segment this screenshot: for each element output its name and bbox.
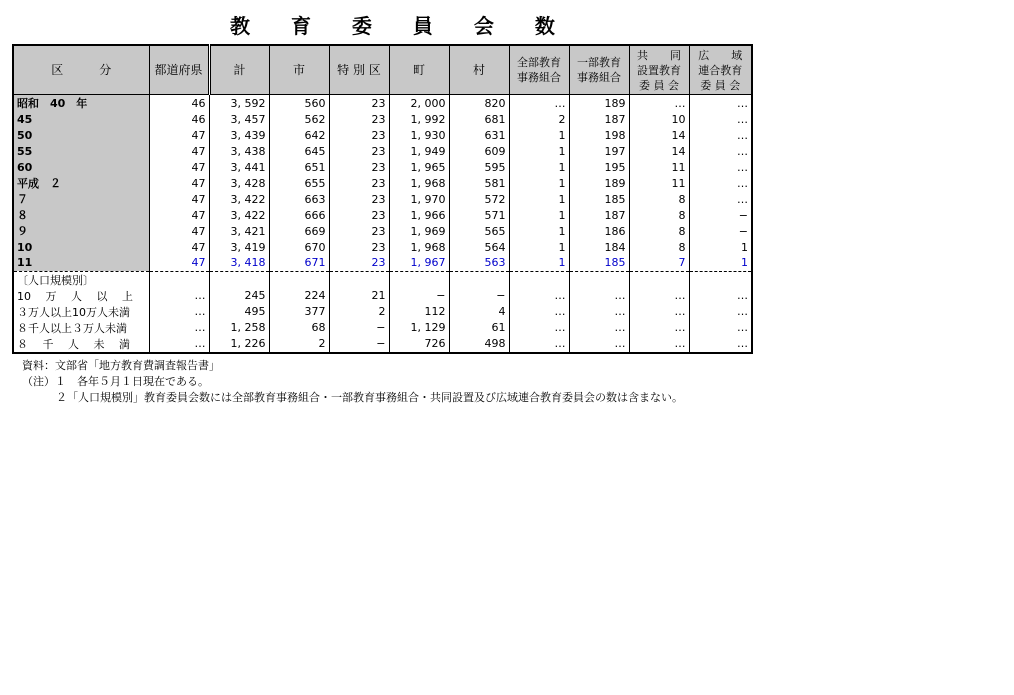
table-row [13, 255, 752, 271]
table-cell: … [509, 336, 569, 353]
table-cell: … [569, 304, 629, 320]
table-row [13, 304, 752, 320]
table-cell: … [569, 320, 629, 336]
table-cell: 8 [629, 223, 689, 239]
row-label: 11 [13, 255, 149, 271]
table-cell: 1, 967 [389, 255, 449, 271]
table-cell: 609 [449, 143, 509, 159]
table-cell: 1 [509, 159, 569, 175]
table-cell: 1 [509, 255, 569, 271]
row-label: ３万人以上10万人未満 [13, 304, 149, 320]
table-row [13, 288, 752, 304]
table-cell: … [689, 191, 752, 207]
table-cell: 2, 000 [389, 95, 449, 112]
table-cell: 631 [449, 127, 509, 143]
table-cell: 3, 438 [209, 143, 269, 159]
table-cell [209, 271, 269, 288]
row-label: 55 [13, 143, 149, 159]
row-label: ９ [13, 223, 149, 239]
table-cell [689, 271, 752, 288]
table-cell: 47 [149, 191, 209, 207]
table-cell: 495 [209, 304, 269, 320]
table-cell: 1 [509, 207, 569, 223]
table-cell: 47 [149, 223, 209, 239]
table-cell: 498 [449, 336, 509, 353]
table-cell: 23 [329, 223, 389, 239]
note-2: ２「人口規模別」教育委員会数には全部教育事務組合・一部教育事務組合・共同設置及び広域連合教育委員会の数は含まない。 [56, 391, 683, 404]
table-cell: 645 [269, 143, 329, 159]
table-cell: 670 [269, 239, 329, 255]
table-cell [329, 271, 389, 288]
table-cell: 655 [269, 175, 329, 191]
table-cell: 681 [449, 111, 509, 127]
table-cell: 68 [269, 320, 329, 336]
header-koiki: 広 域 連合教育 委 員 会 [689, 45, 752, 95]
table-cell: 23 [329, 255, 389, 271]
source-note: 資料：文部省「地方教育費調査報告書」 [22, 359, 220, 372]
table-cell [389, 271, 449, 288]
table-cell: 3, 441 [209, 159, 269, 175]
row-label: ８千人以上３万人未満 [13, 320, 149, 336]
table-cell: … [689, 304, 752, 320]
table-cell: 11 [629, 159, 689, 175]
table-row [13, 223, 752, 239]
header-total: 計 [209, 45, 269, 95]
table-cell: 1, 258 [209, 320, 269, 336]
table-cell: 562 [269, 111, 329, 127]
table-cell: 1, 968 [389, 175, 449, 191]
header-kyodo: 共 同 設置教育 委 員 会 [629, 45, 689, 95]
table-row [13, 127, 752, 143]
table-cell: 189 [569, 95, 629, 112]
table-cell [569, 271, 629, 288]
table-cell: 1 [689, 255, 752, 271]
table-row [13, 111, 752, 127]
table-cell: … [689, 143, 752, 159]
header-special-ward: 特 別 区 [329, 45, 389, 95]
table-cell: … [629, 304, 689, 320]
header-kubun: 区 分 [13, 45, 149, 95]
table-cell: 8 [629, 239, 689, 255]
table-cell: 671 [269, 255, 329, 271]
table-cell: 184 [569, 239, 629, 255]
table-cell: … [509, 95, 569, 112]
table-cell: 3, 421 [209, 223, 269, 239]
table-cell: … [689, 95, 752, 112]
table-cell: … [509, 304, 569, 320]
table-cell: … [569, 288, 629, 304]
table-cell: … [689, 127, 752, 143]
table-cell: 1 [689, 239, 752, 255]
table-cell: … [149, 304, 209, 320]
row-label: 45 [13, 111, 149, 127]
table-cell: 3, 592 [209, 95, 269, 112]
table-cell: 11 [629, 175, 689, 191]
table-cell: 23 [329, 159, 389, 175]
education-board-table [12, 44, 753, 354]
table-cell: 23 [329, 111, 389, 127]
table-cell: 47 [149, 175, 209, 191]
table-cell: 563 [449, 255, 509, 271]
page-title: 教 育 委 員 会 数 [230, 14, 572, 38]
table-cell: 560 [269, 95, 329, 112]
table-cell: 1 [509, 175, 569, 191]
table-cell: 23 [329, 95, 389, 112]
table-cell: … [689, 288, 752, 304]
table-cell: 669 [269, 223, 329, 239]
notes [22, 358, 683, 406]
table-cell: 1, 970 [389, 191, 449, 207]
row-label: 10 [13, 239, 149, 255]
table-cell: … [509, 288, 569, 304]
table-body [13, 95, 752, 353]
table-cell: 47 [149, 159, 209, 175]
table-cell: 198 [569, 127, 629, 143]
table-cell [629, 271, 689, 288]
table-cell: 23 [329, 191, 389, 207]
table-cell: − [329, 320, 389, 336]
table-cell: − [689, 207, 752, 223]
table-cell: 1, 968 [389, 239, 449, 255]
table-cell: 2 [509, 111, 569, 127]
row-label: ７ [13, 191, 149, 207]
header-city: 市 [269, 45, 329, 95]
header-town: 町 [389, 45, 449, 95]
row-label: 平成 ２ [13, 175, 149, 191]
table-cell: … [149, 336, 209, 353]
table-cell [509, 271, 569, 288]
table-cell: … [629, 288, 689, 304]
table-cell: 47 [149, 143, 209, 159]
table-cell: 564 [449, 239, 509, 255]
table-cell: 1, 226 [209, 336, 269, 353]
table-cell: 47 [149, 239, 209, 255]
table-cell: 651 [269, 159, 329, 175]
table-cell: 1 [509, 191, 569, 207]
table-cell: 377 [269, 304, 329, 320]
table-cell: 46 [149, 111, 209, 127]
table-cell: 3, 457 [209, 111, 269, 127]
table-row [13, 95, 752, 112]
table-cell: 1, 992 [389, 111, 449, 127]
table-cell: 1, 129 [389, 320, 449, 336]
table-cell: 224 [269, 288, 329, 304]
table-row [13, 320, 752, 336]
table-cell: 1 [509, 239, 569, 255]
table-cell: 595 [449, 159, 509, 175]
table-cell [269, 271, 329, 288]
note-1: （注）１ 各年５月１日現在である。 [22, 375, 209, 388]
table-cell: − [449, 288, 509, 304]
table-cell: 3, 439 [209, 127, 269, 143]
table-cell: 197 [569, 143, 629, 159]
table-cell: 187 [569, 207, 629, 223]
header-ichibu: 一部教育 事務組合 [569, 45, 629, 95]
table-cell: 185 [569, 255, 629, 271]
table-cell: … [689, 159, 752, 175]
row-label: 50 [13, 127, 149, 143]
table-row [13, 336, 752, 353]
table-cell: 7 [629, 255, 689, 271]
table-cell: 1, 949 [389, 143, 449, 159]
table-cell: 186 [569, 223, 629, 239]
table-cell: 1 [509, 223, 569, 239]
row-label: 10 万 人 以 上 [13, 288, 149, 304]
table-cell: 3, 422 [209, 191, 269, 207]
table-cell: 23 [329, 127, 389, 143]
table-cell: 726 [389, 336, 449, 353]
table-cell: 663 [269, 191, 329, 207]
header-zenbu: 全部教育 事務組合 [509, 45, 569, 95]
table-cell: … [569, 336, 629, 353]
table-cell: … [689, 320, 752, 336]
table-cell: − [329, 336, 389, 353]
table-cell: 8 [629, 191, 689, 207]
table-cell: … [689, 111, 752, 127]
table-cell: 23 [329, 207, 389, 223]
table-cell: 112 [389, 304, 449, 320]
table-cell: 61 [449, 320, 509, 336]
table-row [13, 239, 752, 255]
table-cell: 3, 419 [209, 239, 269, 255]
table-cell: 2 [269, 336, 329, 353]
table-row [13, 159, 752, 175]
table-row [13, 271, 752, 288]
header-prefecture: 都道府県 [149, 45, 209, 95]
table-row [13, 175, 752, 191]
row-label: 昭和 40 年 [13, 95, 149, 112]
table-row [13, 143, 752, 159]
table-cell: … [629, 95, 689, 112]
table-cell: 47 [149, 127, 209, 143]
table-cell: … [629, 336, 689, 353]
table-cell: 189 [569, 175, 629, 191]
table-cell: 47 [149, 255, 209, 271]
table-cell: 1, 965 [389, 159, 449, 175]
table-cell: … [629, 320, 689, 336]
table-cell: 666 [269, 207, 329, 223]
table-cell: … [689, 336, 752, 353]
table-cell: 1, 930 [389, 127, 449, 143]
table-cell: 245 [209, 288, 269, 304]
table-cell: 565 [449, 223, 509, 239]
table-cell: 571 [449, 207, 509, 223]
population-section-label: 〔人口規模別〕 [13, 271, 149, 288]
header-village: 村 [449, 45, 509, 95]
table-cell: … [689, 175, 752, 191]
table-cell: 3, 428 [209, 175, 269, 191]
table-cell: 23 [329, 239, 389, 255]
table-cell: − [389, 288, 449, 304]
table-cell: 3, 418 [209, 255, 269, 271]
table-cell: 581 [449, 175, 509, 191]
table-cell: 1 [509, 143, 569, 159]
table-cell: 23 [329, 175, 389, 191]
table-cell: 572 [449, 191, 509, 207]
table-row [13, 191, 752, 207]
table-cell: 4 [449, 304, 509, 320]
table-cell: 1, 969 [389, 223, 449, 239]
table-cell: 23 [329, 143, 389, 159]
table-cell: … [149, 320, 209, 336]
table-cell: 187 [569, 111, 629, 127]
table-cell: 47 [149, 207, 209, 223]
table-cell: … [149, 288, 209, 304]
table-cell: 2 [329, 304, 389, 320]
table-cell: − [689, 223, 752, 239]
table-cell: 46 [149, 95, 209, 112]
table-cell: 14 [629, 127, 689, 143]
table-cell [149, 271, 209, 288]
table-cell: 10 [629, 111, 689, 127]
table-cell: 1 [509, 127, 569, 143]
table-cell: 185 [569, 191, 629, 207]
table-cell: 14 [629, 143, 689, 159]
table-cell: 1, 966 [389, 207, 449, 223]
table-cell: … [509, 320, 569, 336]
table-cell [449, 271, 509, 288]
table-row [13, 207, 752, 223]
table-cell: 3, 422 [209, 207, 269, 223]
row-label: 60 [13, 159, 149, 175]
table-cell: 820 [449, 95, 509, 112]
table-cell: 8 [629, 207, 689, 223]
row-label: ８ [13, 207, 149, 223]
table-cell: 21 [329, 288, 389, 304]
table-cell: 195 [569, 159, 629, 175]
table-cell: 642 [269, 127, 329, 143]
row-label: ８ 千 人 未 満 [13, 336, 149, 353]
